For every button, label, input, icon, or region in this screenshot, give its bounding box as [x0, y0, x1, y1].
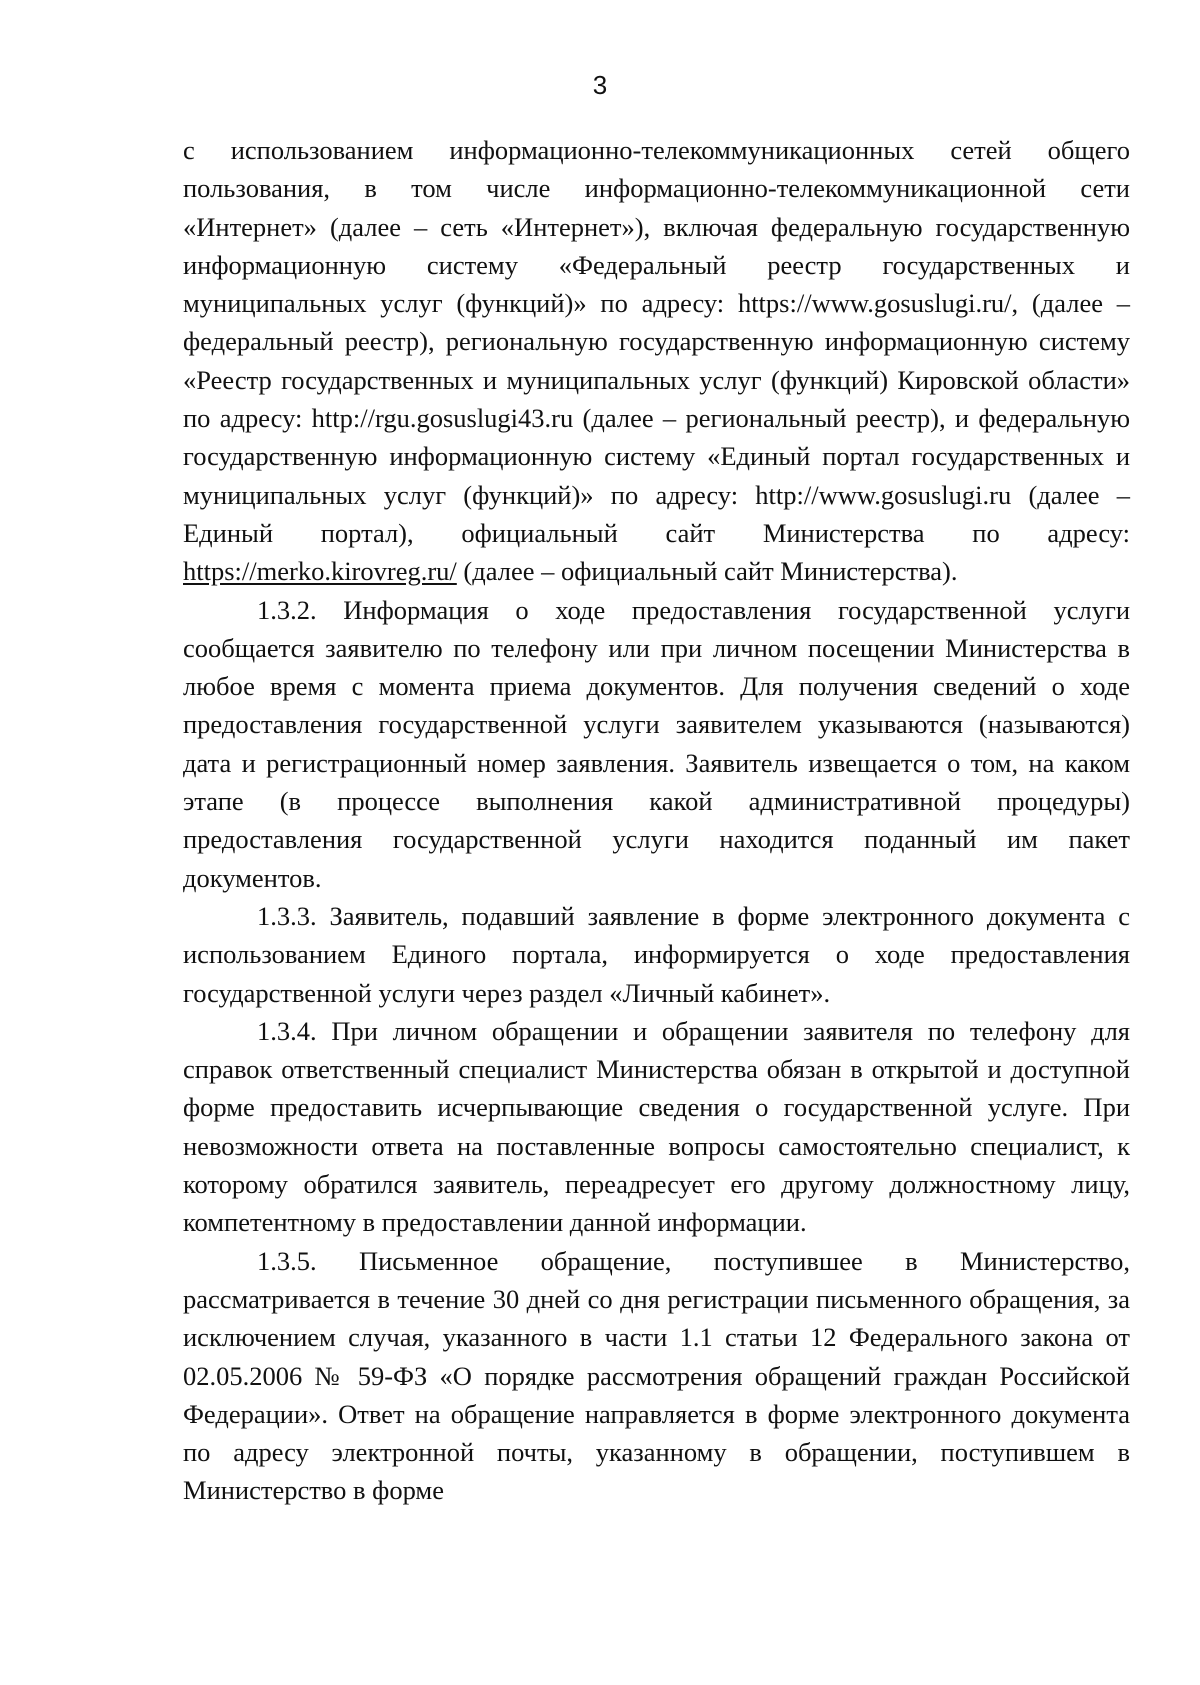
ministry-website-link[interactable]: https://merko.kirovreg.ru/ [183, 556, 457, 587]
paragraph-1-3-3: 1.3.3. Заявитель, подавший заявление в форме электронного документа с использованием Единого портала, информируется о ходе предоставления государственной услуги через раздел «Личный кабинет». [183, 900, 1130, 1008]
document-body [183, 131, 1130, 1510]
paragraph-text: с использованием информационно-телекоммуникационных сетей общего пользования, в том числе информационно-телекоммуникационной сети «Интернет» (далее – сеть «Интернет»), включая федеральную государственную информационную систему «Федеральный реестр государственных и муниципальных услуг (функций)» по адресу: https://www.gosuslugi.ru/, (далее – федеральный реестр), региональную государственную информационную систему «Реестр государственных и муниципальных услуг (функций) Кировской области» по адресу: http://rgu.gosuslugi43.ru (далее – региональный реестр), и федеральную государственную информационную систему «Единый портал государственных и муниципальных услуг (функций)» по адресу: http://www.gosuslugi.ru (далее – Единый портал), официальный сайт Министерства по адресу: [183, 135, 1130, 548]
paragraph-1-3-4: 1.3.4. При личном обращении и обращении заявителя по телефону для справок ответственный специалист Министерства обязан в открытой и доступной форме предоставить исчерпывающие сведения о государственной услуге. При невозможности ответа на поставленные вопросы самостоятельно специалист, к которому обратился заявитель, переадресует его другому должностному лицу, компетентному в предоставлении данной информации. [183, 1015, 1130, 1238]
paragraph-1-3-2: 1.3.2. Информация о ходе предоставления государственной услуги сообщается заявителю по телефону или при личном посещении Министерства в любое время с момента приема документов. Для получения сведений о ходе предоставления государственной услуги заявителем указываются (называются) дата и регистрационный номер заявления. Заявитель извещается о том, на каком этапе (в процессе выполнения какой административной процедуры) предоставления государственной услуги находится поданный им пакет документов. [183, 594, 1130, 893]
paragraph-continuation [183, 131, 1130, 591]
paragraph-text: (далее – официальный сайт Министерства). [456, 556, 958, 587]
page-number: 3 [592, 70, 608, 100]
paragraph-1-3-5: 1.3.5. Письменное обращение, поступившее в Министерство, рассматривается в течение 30 дней со дня регистрации письменного обращения, за исключением случая, указанного в части 1.1 статьи 12 Федерального закона от 02.05.2006 № 59-ФЗ «О порядке рассмотрения обращений граждан Российской Федерации». Ответ на обращение направляется в форме электронного документа по адресу электронной почты, указанному в обращении, поступившем в Министерство в форме [183, 1245, 1130, 1506]
